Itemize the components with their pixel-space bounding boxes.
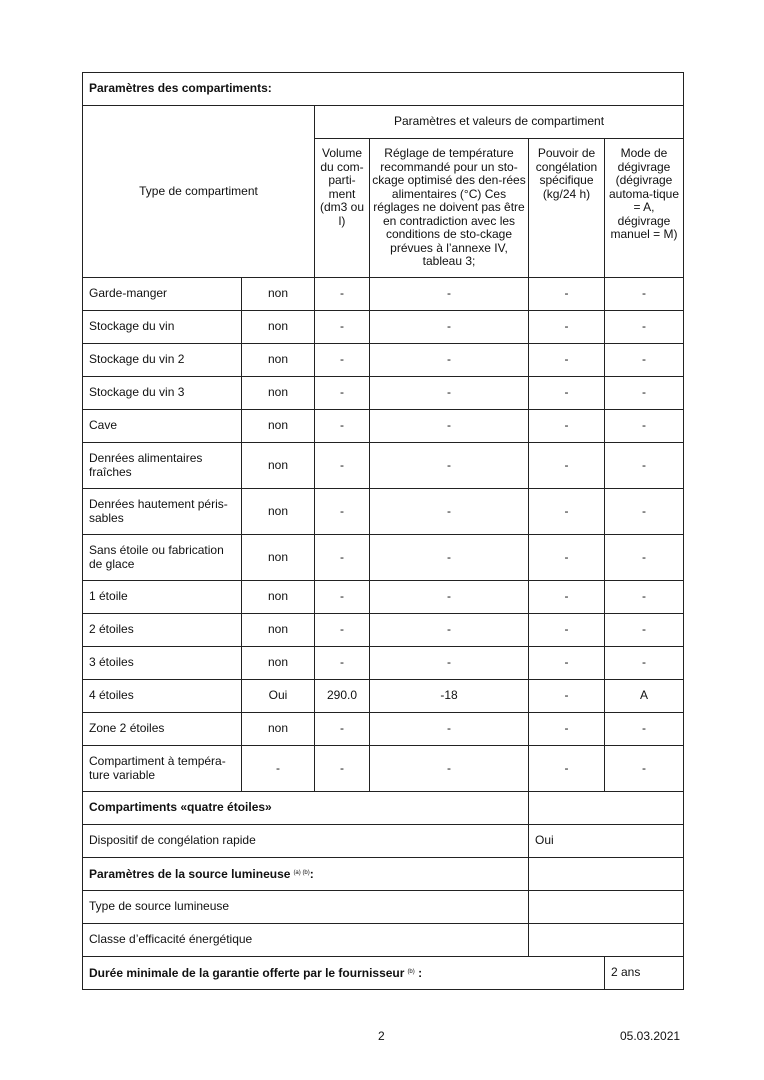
volume-cell: - xyxy=(315,410,370,443)
freezing-capacity-cell: - xyxy=(529,647,605,680)
compartment-name: Stockage du vin 2 xyxy=(83,344,242,377)
warranty-label: Durée minimale de la garantie offerte par le fournisseur $^{(b)}$ : xyxy=(83,957,605,990)
table-row xyxy=(83,489,684,535)
compartment-name: Sans étoile ou fabrication de glace xyxy=(83,535,242,581)
defrost-mode-cell: - xyxy=(605,489,684,535)
type-header: Type de compartiment xyxy=(83,106,315,278)
present-cell: Oui xyxy=(242,680,315,713)
temperature-cell: - xyxy=(370,614,529,647)
temperature-cell: - xyxy=(370,377,529,410)
present-cell: non xyxy=(242,410,315,443)
light-type-value xyxy=(529,891,684,924)
footnote-ref: (b) xyxy=(407,968,415,975)
temperature-header: Réglage de température recommandé pour un sto-ckage optimisé des den-rées alimentaires (°C) Ces réglages ne doivent pas être en contradiction avec les conditions de sto-ckage prévues à l’annexe IV, tableau 3; xyxy=(370,139,529,278)
temperature-cell: - xyxy=(370,443,529,489)
compartment-name: 1 étoile xyxy=(83,581,242,614)
defrost-mode-cell: - xyxy=(605,746,684,792)
volume-header: Volume du com-parti-ment (dm3 ou l) xyxy=(315,139,370,278)
defrost-mode-cell: - xyxy=(605,581,684,614)
compartment-name: Denrées alimentaires fraîches xyxy=(83,443,242,489)
table-row xyxy=(83,713,684,746)
defrost-mode-cell: - xyxy=(605,410,684,443)
defrost-mode-cell: - xyxy=(605,443,684,489)
defrost-mode-cell: A xyxy=(605,680,684,713)
table-row xyxy=(83,680,684,713)
temperature-cell: - xyxy=(370,311,529,344)
volume-cell: - xyxy=(315,647,370,680)
present-cell: non xyxy=(242,581,315,614)
defrost-mode-cell: - xyxy=(605,278,684,311)
four-star-empty xyxy=(529,792,684,825)
four-star-heading: Compartiments «quatre étoiles» xyxy=(83,792,529,825)
compartment-name: 3 étoiles xyxy=(83,647,242,680)
volume-cell: - xyxy=(315,614,370,647)
compartment-name: Garde-manger xyxy=(83,278,242,311)
compartment-name: Compartiment à tempéra-ture variable xyxy=(83,746,242,792)
table-row xyxy=(83,443,684,489)
volume-cell: - xyxy=(315,535,370,581)
freezing-capacity-cell: - xyxy=(529,377,605,410)
table-row xyxy=(83,535,684,581)
present-cell: non xyxy=(242,344,315,377)
temperature-cell: - xyxy=(370,535,529,581)
temperature-cell: - xyxy=(370,581,529,614)
present-cell: non xyxy=(242,443,315,489)
volume-cell: - xyxy=(315,443,370,489)
defrost-mode-cell: - xyxy=(605,344,684,377)
compartment-name: Stockage du vin xyxy=(83,311,242,344)
rapid-freeze-label: Dispositif de congélation rapide xyxy=(83,825,529,858)
freezing-capacity-cell: - xyxy=(529,713,605,746)
freezing-capacity-cell: - xyxy=(529,410,605,443)
present-cell: non xyxy=(242,278,315,311)
compartment-name: 4 étoiles xyxy=(83,680,242,713)
volume-cell: - xyxy=(315,311,370,344)
compartment-name: Cave xyxy=(83,410,242,443)
group-header: Paramètres et valeurs de compartiment xyxy=(315,106,684,139)
freezing-capacity-cell: - xyxy=(529,278,605,311)
light-type-label: Type de source lumineuse xyxy=(83,891,529,924)
compartment-name: 2 étoiles xyxy=(83,614,242,647)
present-cell: non xyxy=(242,647,315,680)
temperature-cell: - xyxy=(370,410,529,443)
page-number: 2 xyxy=(378,1029,385,1043)
temperature-cell: - xyxy=(370,746,529,792)
freezing-capacity-cell: - xyxy=(529,746,605,792)
defrost-mode-cell: - xyxy=(605,535,684,581)
temperature-cell: - xyxy=(370,647,529,680)
table-row xyxy=(83,647,684,680)
freezing-capacity-cell: - xyxy=(529,581,605,614)
energy-class-label: Classe d’efficacité énergétique xyxy=(83,924,529,957)
freezing-capacity-cell: - xyxy=(529,311,605,344)
defrost-mode-cell: - xyxy=(605,377,684,410)
table-row xyxy=(83,581,684,614)
rapid-freeze-value: Oui xyxy=(529,825,684,858)
volume-cell: - xyxy=(315,344,370,377)
present-cell: - xyxy=(242,746,315,792)
energy-class-value xyxy=(529,924,684,957)
light-source-empty xyxy=(529,858,684,891)
footnote-ref: (a) (b) xyxy=(293,869,310,876)
volume-cell: - xyxy=(315,581,370,614)
compartment-name: Zone 2 étoiles xyxy=(83,713,242,746)
defrost-mode-cell: - xyxy=(605,713,684,746)
table-row xyxy=(83,614,684,647)
temperature-cell: -18 xyxy=(370,680,529,713)
document-date: 05.03.2021 xyxy=(620,1029,681,1043)
freezing-capacity-cell: - xyxy=(529,443,605,489)
present-cell: non xyxy=(242,377,315,410)
defrost-mode-cell: - xyxy=(605,647,684,680)
light-source-heading: Paramètres de la source lumineuse $^{(a) (b)}$: xyxy=(83,858,529,891)
freezing-capacity-cell: - xyxy=(529,344,605,377)
volume-cell: - xyxy=(315,746,370,792)
defrost-mode-header: Mode de dégivrage (dégivrage automa-tique = A, dégivrage manuel = M) xyxy=(605,139,684,278)
defrost-mode-cell: - xyxy=(605,311,684,344)
table-row xyxy=(83,377,684,410)
compartment-name: Stockage du vin 3 xyxy=(83,377,242,410)
volume-cell: - xyxy=(315,713,370,746)
present-cell: non xyxy=(242,535,315,581)
freezing-capacity-cell: - xyxy=(529,614,605,647)
compartment-name: Denrées hautement péris-sables xyxy=(83,489,242,535)
temperature-cell: - xyxy=(370,344,529,377)
table-row xyxy=(83,278,684,311)
warranty-value: 2 ans xyxy=(605,957,684,990)
table-row xyxy=(83,344,684,377)
present-cell: non xyxy=(242,614,315,647)
present-cell: non xyxy=(242,489,315,535)
table-title: Paramètres des compartiments: xyxy=(83,73,684,106)
volume-cell: - xyxy=(315,377,370,410)
freezing-capacity-header: Pouvoir de congélation spécifique (kg/24 h) xyxy=(529,139,605,278)
present-cell: non xyxy=(242,311,315,344)
temperature-cell: - xyxy=(370,489,529,535)
table-row xyxy=(83,746,684,792)
present-cell: non xyxy=(242,713,315,746)
table-row xyxy=(83,311,684,344)
volume-cell: - xyxy=(315,278,370,311)
temperature-cell: - xyxy=(370,713,529,746)
volume-cell: 290.0 xyxy=(315,680,370,713)
table-row xyxy=(83,410,684,443)
freezing-capacity-cell: - xyxy=(529,535,605,581)
freezing-capacity-cell: - xyxy=(529,680,605,713)
compartment-parameters-table xyxy=(82,72,684,990)
freezing-capacity-cell: - xyxy=(529,489,605,535)
defrost-mode-cell: - xyxy=(605,614,684,647)
temperature-cell: - xyxy=(370,278,529,311)
volume-cell: - xyxy=(315,489,370,535)
